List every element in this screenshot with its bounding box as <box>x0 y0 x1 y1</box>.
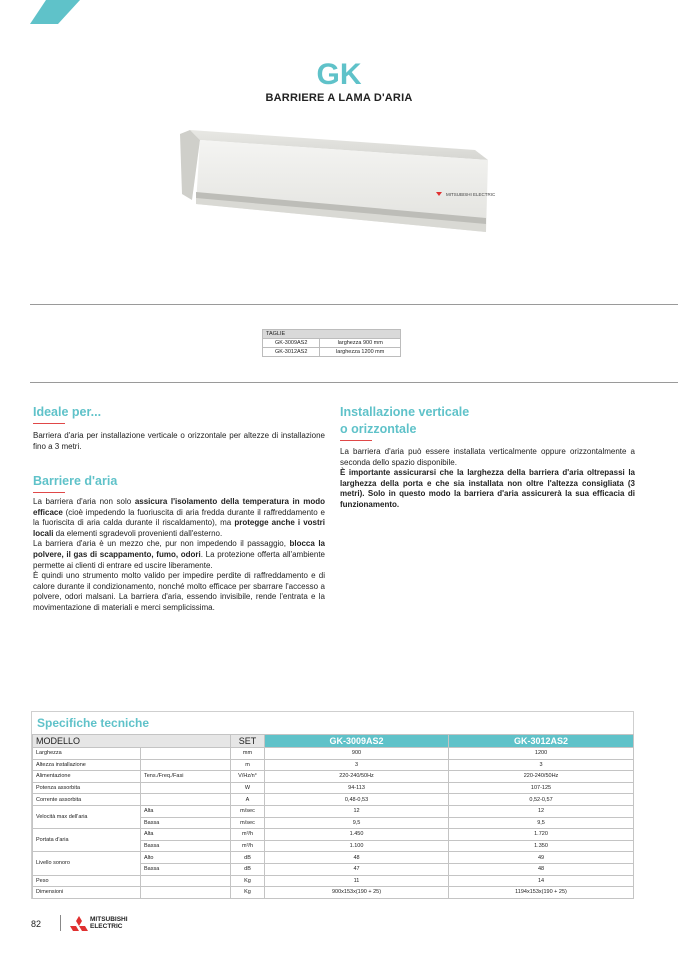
heading-underline <box>340 440 372 441</box>
heading-installazione-1: Installazione verticale <box>340 405 470 419</box>
page-title: GK <box>316 58 362 91</box>
installazione-paragraph-1: La barriera d'aria può essere installata verticalmente oppure orizzontalmente a seconda dello spazio disponibile. <box>340 447 635 467</box>
heading-underline <box>33 423 65 424</box>
col-set: SET <box>231 735 265 748</box>
air-curtain-product-image <box>170 122 500 242</box>
sizes-header: TAGLIE <box>263 330 401 339</box>
table-row: Peso Kg 11 14 <box>33 875 634 887</box>
table-row: Altezza installazione m 3 3 <box>33 759 634 771</box>
table-row: Potenza assorbita W 94-113 107-125 <box>33 782 634 794</box>
barriere-text <box>33 497 325 614</box>
table-row: Portata d'aria Alta m³/h 1.450 1.720 <box>33 829 634 841</box>
barriere-paragraph-1: La barriera d'aria non solo assicura l'isolamento della temperatura in modo efficace (cioè impedendo la fuoriuscita di aria fredda durante il raffreddamento e la fuoriscita di aria calda durante il riscaldamento), ma protegge anche i vostri locali da elementi sgradevoli provenienti dall'esterno. <box>33 497 325 538</box>
table-row: Bassa m³/h 1.100 1.350 <box>33 840 634 852</box>
specs-panel <box>31 711 634 899</box>
table-row: Larghezza mm 900 1200 <box>33 748 634 760</box>
table-row: Livello sonoro Alto dB 48 49 <box>33 852 634 864</box>
heading-underline <box>33 492 65 493</box>
table-row: GK-3012AS2 larghezza 1200 mm <box>263 348 401 357</box>
footer-separator <box>60 915 61 931</box>
col-model: MODELLO <box>33 735 231 748</box>
barriere-paragraph-2: La barriera d'aria è un mezzo che, pur non impedendo il passaggio, blocca la polvere, il gas di scappamento, fumo, odori. La protezione offerta all'ambiente permette ai clienti di entrare ed uscire liberamente. <box>33 539 325 570</box>
page-number: 82 <box>31 919 42 929</box>
table-row: Alimentazione Tens./Freq./Fasi V/Hz/n° 220-240/50Hz 220-240/50Hz <box>33 771 634 783</box>
sizes-table <box>262 329 401 357</box>
corner-tab-decoration <box>0 0 80 24</box>
installazione-paragraph-2: È importante assicurarsi che la larghezza della barriera d'aria oltrepassi la larghezza della porta e che sia installata non oltre l'altezza consigliata (3 metri). Solo in questo modo la barriera d'aria assicurerà la sua efficacia di funzionamento. <box>340 468 635 509</box>
table-row: Dimensioni Kg 900x153x(190 + 25) 1194x153x(190 + 25) <box>33 887 634 899</box>
specs-header-row <box>33 735 634 748</box>
brand-logo-text: MITSUBISHI ELECTRIC <box>90 916 128 930</box>
table-row: Corrente assorbita A 0,48-0,53 0,52-0,57 <box>33 794 634 806</box>
page-subtitle: BARRIERE A LAMA D'ARIA <box>265 92 413 104</box>
table-row: Bassa m/sec 9,5 9,5 <box>33 817 634 829</box>
divider-top <box>30 304 678 305</box>
table-row: Velocità max dell'aria Alta m/sec 12 12 <box>33 805 634 817</box>
ideale-text: Barriera d'aria per installazione verticale o orizzontale per altezze di installazione fino a 3 metri. <box>33 431 325 451</box>
col-model-2: GK-3012AS2 <box>449 735 634 748</box>
heading-installazione-2: o orizzontale <box>340 422 417 436</box>
table-row: Bassa dB 47 48 <box>33 863 634 875</box>
barriere-paragraph-3: È quindi uno strumento molto valido per impedire perdite di raffreddamento e di calore durante il condizionamento, nonché molto efficace per sbarrare l'accesso a polvere, odori malsani. La barriera d'aria, essendo invisibile, rende l'entrata e la movimentazione di materiali e merci semplicissima. <box>33 571 325 612</box>
installazione-text <box>340 447 635 511</box>
col-model-1: GK-3009AS2 <box>265 735 449 748</box>
product-brand-label: MITSUBISHI ELECTRIC <box>446 192 496 197</box>
heading-ideale: Ideale per... <box>33 405 102 419</box>
divider-middle <box>30 382 678 383</box>
heading-barriere: Barriere d'aria <box>33 474 118 488</box>
specs-title: Specifiche tecniche <box>37 716 150 730</box>
specs-table <box>32 734 634 899</box>
table-row: GK-3009AS2 larghezza 900 mm <box>263 339 401 348</box>
